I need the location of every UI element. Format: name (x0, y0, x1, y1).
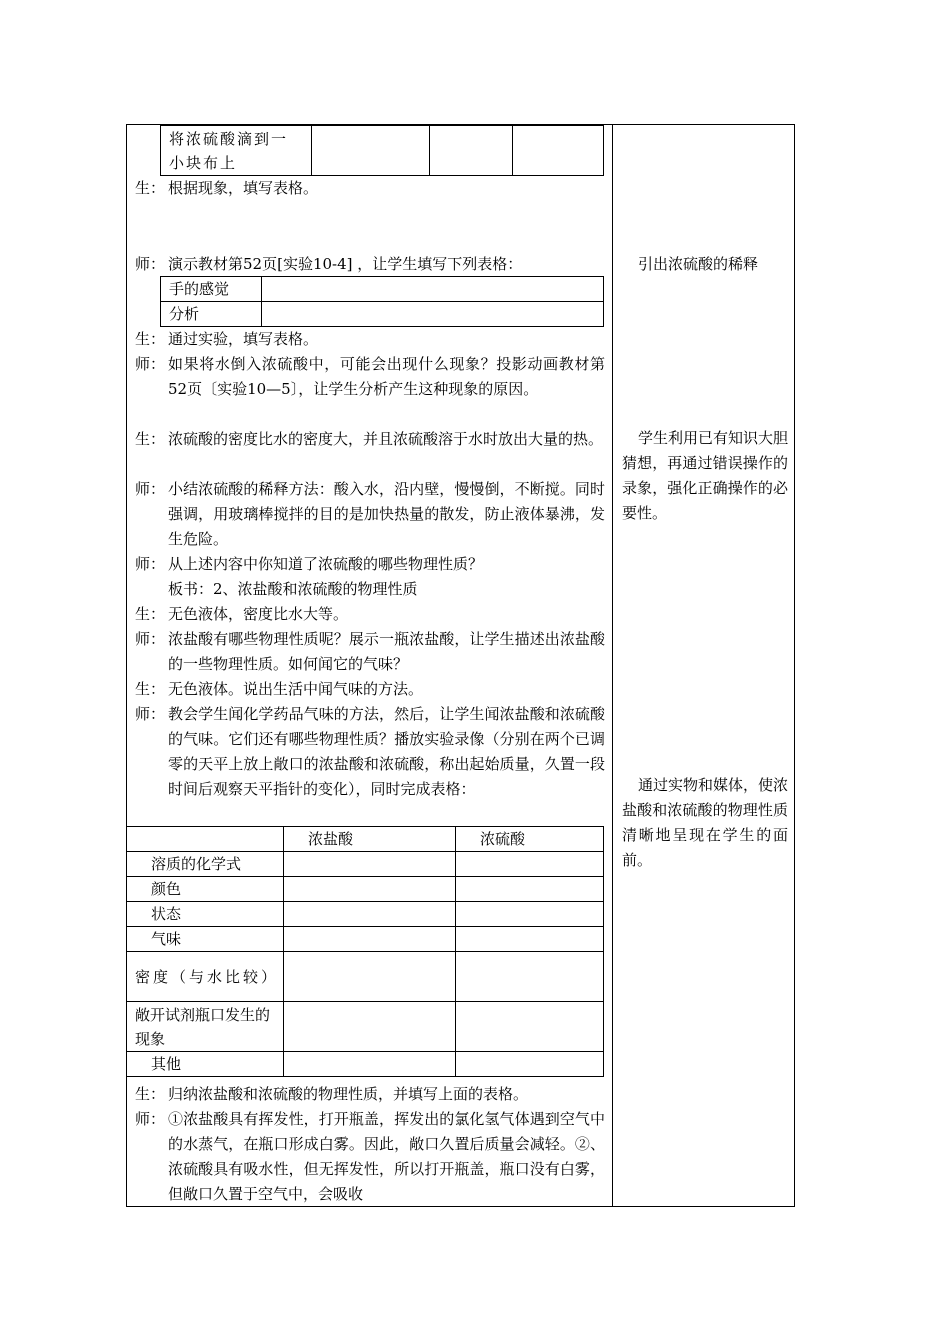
dialogue-text: 归纳浓盐酸和浓硫酸的物理性质，并填写上面的表格。 (168, 1085, 529, 1103)
header-cell: 浓硫酸 (456, 827, 604, 852)
table-cell (456, 952, 604, 1002)
note-media: 通过实物和媒体，使浓盐酸和浓硫酸的物理性质清晰地呈现在学生的面前。 (622, 776, 789, 869)
table-row (161, 126, 604, 176)
row-label: 敞开试剂瓶口发生的现象 (127, 1002, 284, 1052)
dialogue-text: 浓硫酸的密度比水的密度大，并且浓硫酸溶于水时放出大量的热。 (168, 430, 604, 448)
dialogue-text: 无色液体。说出生活中闻气味的方法。 (168, 680, 424, 698)
dialogue-text: 演示教材第52页[实验10-4] ，让学生填写下列表格： (168, 255, 523, 273)
table-cell (456, 1002, 604, 1052)
experiment-table-top (160, 125, 604, 176)
dialogue-p11 (135, 702, 605, 802)
table-row (127, 852, 604, 877)
table-cell (284, 877, 456, 902)
table-cell: 手的感觉 (161, 277, 262, 302)
blackboard-heading: 板书：2、浓盐酸和浓硫酸的物理性质 (168, 580, 418, 598)
speaker-label: 师： (135, 555, 166, 573)
dialogue-text: 如果将水倒入浓硫酸中，可能会出现什么现象？投影动画教材第52页〔实验10—5〕，让学生分析产生这种现象的原因。 (168, 355, 605, 398)
row-label: 状态 (127, 902, 284, 927)
table-cell (284, 1052, 456, 1077)
hand-feeling-table (160, 276, 604, 327)
table-cell (284, 1002, 456, 1052)
table-cell (456, 877, 604, 902)
speaker-label: 师： (135, 255, 166, 273)
dialogue-p4 (135, 352, 605, 402)
table-row (127, 1052, 604, 1077)
row-label: 气味 (127, 927, 284, 952)
dialogue-text: 通过实验，填写表格。 (168, 330, 319, 348)
speaker-label: 生： (135, 430, 166, 448)
dialogue-text: 根据现象，填写表格。 (168, 179, 319, 197)
dialogue-p6 (135, 477, 605, 552)
speaker-label: 师： (135, 705, 166, 723)
table-cell (429, 126, 512, 176)
dialogue-text: ①浓盐酸具有挥发性，打开瓶盖，挥发出的氯化氢气体遇到空气中的水蒸气，在瓶口形成白雾。因此，敞口久置后质量会减轻。②、浓硫酸具有吸水性，但无挥发性，所以打开瓶盖，瓶口没有白雾，但敞口久置于空气中，会吸收 (168, 1110, 605, 1203)
speaker-label: 师： (135, 630, 166, 648)
table-row (161, 302, 604, 327)
table-cell (284, 902, 456, 927)
table-row (127, 927, 604, 952)
table-cell (456, 852, 604, 877)
table-cell (262, 302, 604, 327)
table-cell (312, 126, 429, 176)
table-cell (262, 277, 604, 302)
speaker-label: 生： (135, 179, 166, 197)
column-divider (612, 124, 613, 1207)
table-row (127, 877, 604, 902)
table-cell (512, 126, 603, 176)
header-cell: 浓盐酸 (284, 827, 456, 852)
table-cell (456, 902, 604, 927)
table-row (127, 902, 604, 927)
dialogue-p5 (135, 427, 605, 452)
table-cell (284, 952, 456, 1002)
note-dilution: 引出浓硫酸的稀释 (638, 255, 759, 273)
speaker-label: 生： (135, 330, 166, 348)
row-label: 溶质的化学式 (127, 852, 284, 877)
speaker-label: 师： (135, 1110, 166, 1128)
dialogue-text: 无色液体，密度比水大等。 (168, 605, 349, 623)
table-cell (456, 1052, 604, 1077)
note-guessing: 学生利用已有知识大胆猜想，再通过错误操作的录象，强化正确操作的必要性。 (622, 429, 789, 522)
dialogue-text: 浓盐酸有哪些物理性质呢？展示一瓶浓盐酸，让学生描述出浓盐酸的一些物理性质。如何闻它的气味？ (168, 630, 605, 673)
table-cell: 将浓硫酸滴到一小块布上 (161, 126, 312, 176)
dialogue-p13 (135, 1107, 605, 1207)
speaker-label: 生： (135, 1085, 166, 1103)
dialogue-p7 (135, 552, 605, 577)
table-cell (284, 927, 456, 952)
speaker-label: 师： (135, 355, 166, 373)
row-label: 其他 (127, 1052, 284, 1077)
speaker-label: 师： (135, 480, 166, 498)
dialogue-text: 从上述内容中你知道了浓硫酸的哪些物理性质？ (168, 555, 484, 573)
speaker-label: 生： (135, 680, 166, 698)
table-cell (456, 927, 604, 952)
table-cell: 分析 (161, 302, 262, 327)
table-cell (284, 852, 456, 877)
dialogue-p3 (135, 327, 605, 352)
dialogue-p2 (135, 252, 605, 277)
dialogue-text: 教会学生闻化学药品气味的方法，然后，让学生闻浓盐酸和浓硫酸的气味。它们还有哪些物理性质？播放实验录像（分别在两个已调零的天平上放上敞口的浓盐酸和浓硫酸，称出起始质量，久置一段时间后观察天平指针的变化），同时完成表格： (168, 705, 605, 798)
table-header-row (127, 827, 604, 852)
table-row (161, 277, 604, 302)
table-row (127, 952, 604, 1002)
dialogue-p9 (135, 627, 605, 677)
row-label: 颜色 (127, 877, 284, 902)
row-label: 密度（与水比较） (127, 952, 284, 1002)
dialogue-p8 (135, 602, 605, 627)
dialogue-p10 (135, 677, 605, 702)
dialogue-text: 小结浓硫酸的稀释方法：酸入水，沿内壁，慢慢倒，不断搅。同时强调，用玻璃棒搅拌的目的是加快热量的散发，防止液体暴沸，发生危险。 (168, 480, 605, 548)
speaker-label: 生： (135, 605, 166, 623)
properties-table (126, 826, 604, 1077)
dialogue-p1 (135, 176, 605, 201)
table-row (127, 1002, 604, 1052)
dialogue-p12 (135, 1082, 605, 1107)
header-cell (127, 827, 284, 852)
